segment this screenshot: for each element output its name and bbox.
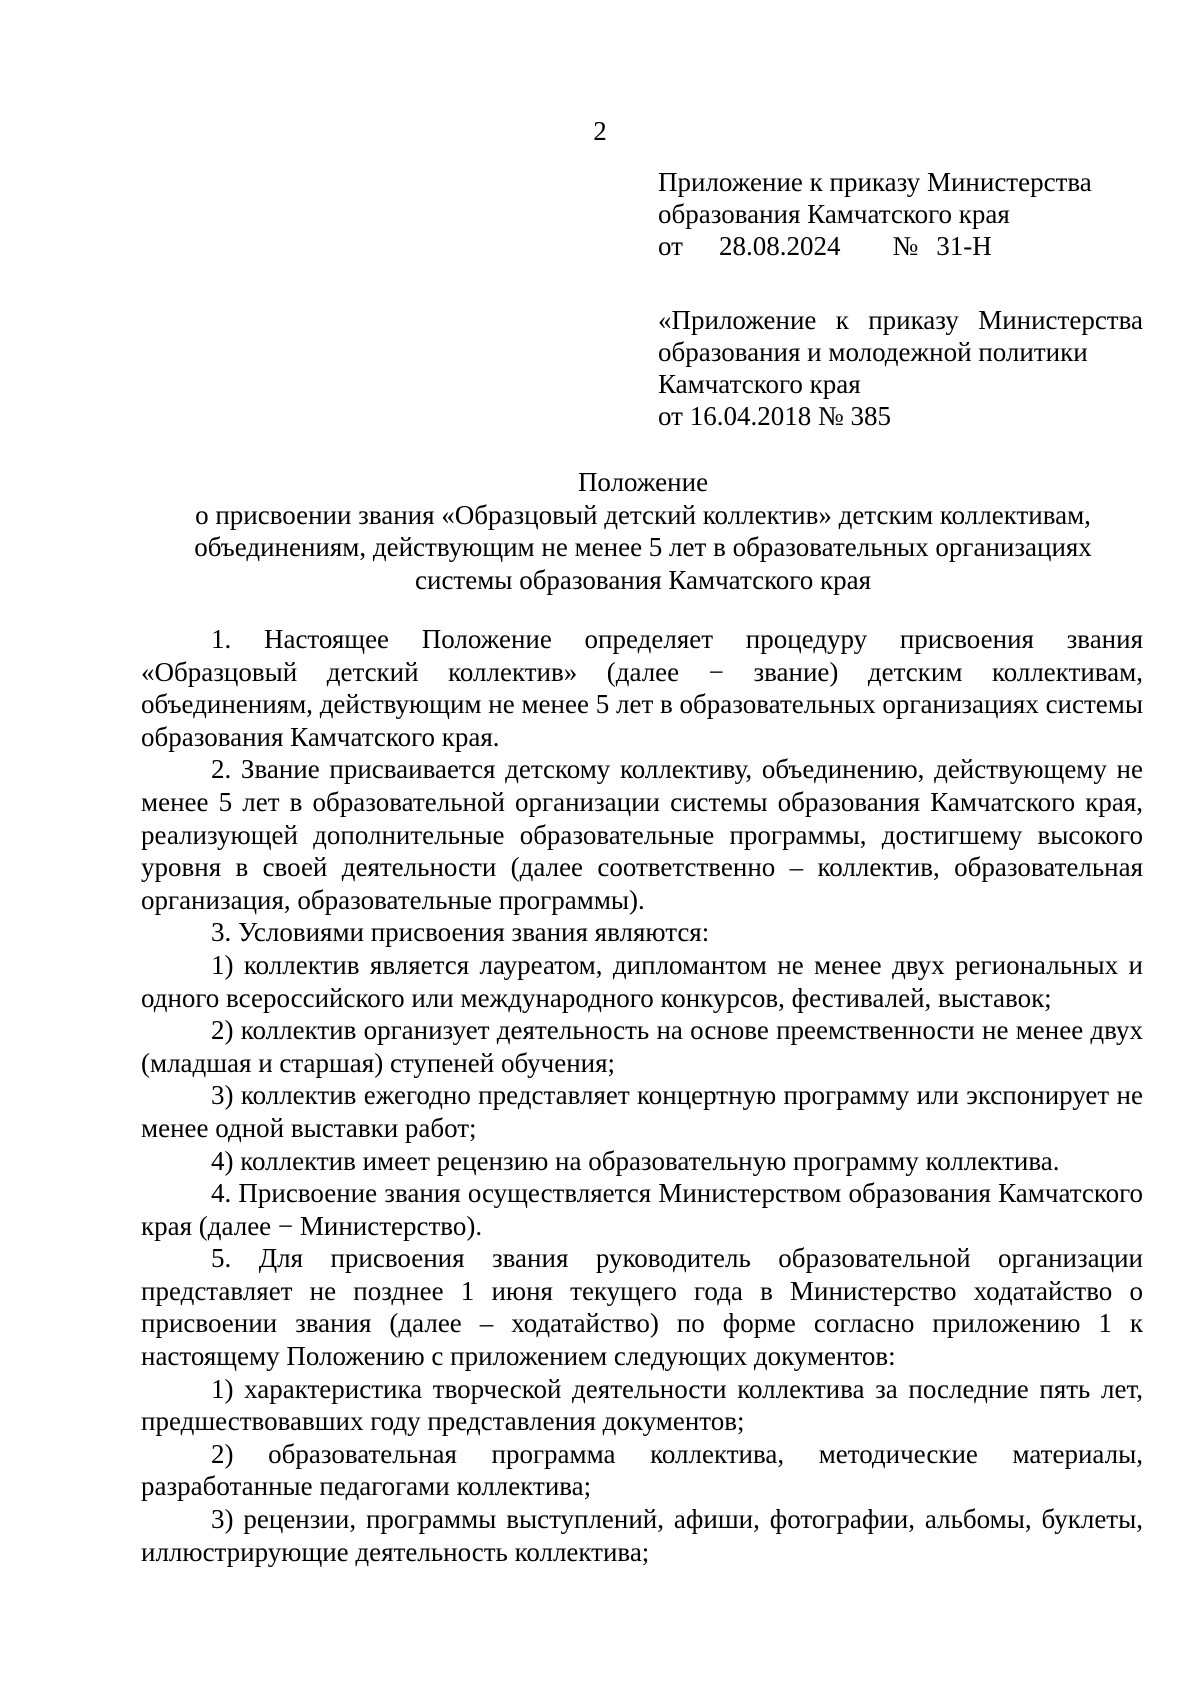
document-title: [140, 466, 1146, 596]
paragraph-5-item-3: 3) рецензии, программы выступлений, афиши, фотографии, альбомы, буклеты, иллюстрирующие деятельность коллектива;: [141, 1504, 1143, 1567]
number-sign: №: [892, 231, 919, 261]
annex-original-line3: Камчатского края: [658, 369, 861, 399]
paragraph-5-item-1: 1) характеристика творческой деятельности коллектива за последние пять лет, предшествовавших году представления документов;: [141, 1373, 1143, 1437]
paragraph-3-item-3: 3) коллектив ежегодно представляет концертную программу или экспонирует не менее одной выставки работ;: [141, 1080, 1143, 1143]
annex-current-line2: образования Камчатского края: [658, 199, 1010, 229]
title-line1: о присвоении звания «Образцовый детский коллектив» детским коллективам,: [195, 499, 1091, 530]
annex-current-order: [658, 166, 1092, 262]
page-number: 2: [593, 116, 607, 146]
annex-original-line4: от 16.04.2018 № 385: [658, 401, 891, 431]
annex-current-line1: Приложение к приказу Министерства: [658, 167, 1092, 197]
paragraph-3-item-1: 1) коллектив является лауреатом, дипломантом не менее двух региональных и одного всероссийского или международного конкурсов, фестивалей, выставок;: [141, 949, 1143, 1013]
annex-original-line2: образования и молодежной политики: [658, 337, 1088, 367]
paragraph-3-item-2: 2) коллектив организует деятельность на основе преемственности не менее двух (младшая и старшая) ступеней обучения;: [141, 1015, 1143, 1078]
paragraph-3-item-4: 4) коллектив имеет рецензию на образовательную программу коллектива.: [211, 1145, 1060, 1176]
title-line2: объединениям, действующим не менее 5 лет в образовательных организациях: [194, 532, 1092, 562]
paragraph-5-item-2: 2) образовательная программа коллектива, методические материалы, разработанные педагогами коллектива;: [141, 1438, 1143, 1502]
title-heading: Положение: [577, 467, 709, 497]
order-date: 28.08.2024: [718, 231, 841, 261]
annex-current-date-line: [658, 230, 1092, 262]
title-line3: системы образования Камчатского края: [415, 564, 871, 595]
annex-original-order: [658, 304, 1143, 432]
document-body: [141, 623, 1143, 1568]
paragraph-4: 4. Присвоение звания осуществляется Министерством образования Камчатского края (далее − Министерство).: [141, 1178, 1143, 1241]
paragraph-2: 2. Звание присваивается детскому коллективу, объединению, действующему не менее 5 лет в образовательной организации системы образования Камчатского края, реализующей дополнительные образовательные программы, достигшему высокого уровня в своей деятельности (далее соответственно – коллектив, образовательная организация, образовательные программы).: [141, 754, 1143, 915]
date-prefix: от: [658, 231, 683, 261]
annex-original-line1: «Приложение к приказу Министерства: [658, 305, 1143, 335]
paragraph-3: 3. Условиями присвоения звания являются:: [211, 917, 710, 948]
order-number: 31-Н: [936, 231, 992, 261]
paragraph-1: 1. Настоящее Положение определяет процедуру присвоения звания «Образцовый детский коллектив» (далее − звание) детским коллективам, объединениям, действующим не менее 5 лет в образовательных организациях системы образования Камчатского края.: [141, 624, 1143, 752]
paragraph-5: 5. Для присвоения звания руководитель образовательной организации представляет не позднее 1 июня текущего года в Министерство ходатайство о присвоении звания (далее – ходатайство) по форме согласно приложению 1 к настоящему Положению с приложением следующих документов:: [141, 1243, 1143, 1372]
